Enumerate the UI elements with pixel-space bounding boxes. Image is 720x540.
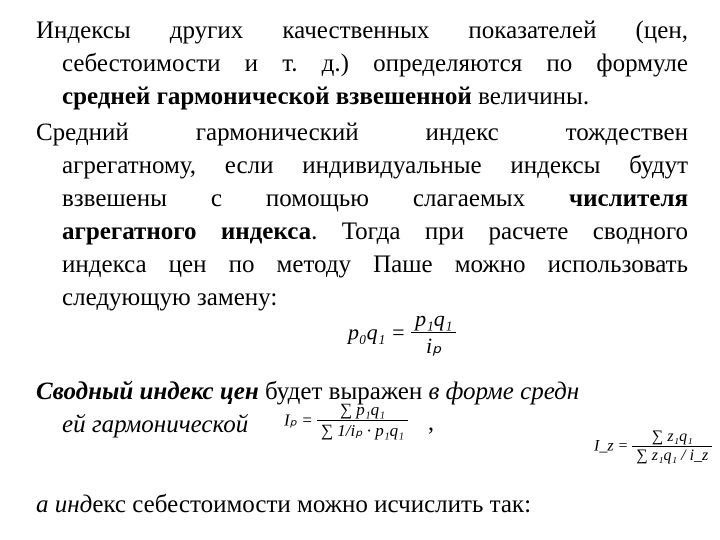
- formula2-lhs: Iₚ =: [284, 410, 313, 430]
- summary-price-index-term: Сводный индекс цен: [36, 378, 259, 405]
- para3-line2-italic: ей гармонической: [62, 411, 249, 438]
- numerator-term: числителя: [569, 185, 688, 212]
- formula-substitution: [348, 306, 456, 359]
- formula-price-index: [284, 400, 408, 441]
- para4-line1-italic: а инд: [36, 491, 93, 518]
- para4-line1-rest: екс себестоимости можно исчислить так:: [92, 491, 532, 518]
- aggregate-index-term: агрегатного индекса: [62, 218, 312, 245]
- paragraph-intro: [36, 14, 688, 113]
- paragraph-cost-index: [36, 488, 616, 521]
- para2-line3-text: взвешены с помощью слагаемых: [62, 185, 570, 212]
- para4-line1: [36, 488, 616, 521]
- para2-line4-rest: . Тогда при расчете сводного: [311, 218, 688, 245]
- para2-line1: Средний гармонический индекс тождествен: [36, 119, 688, 146]
- formula1-lhs: p₀q₁ =: [348, 319, 406, 345]
- para2-line4: [36, 215, 688, 248]
- formula2-denominator: ∑ 1/iₚ · p₁q₁: [317, 420, 408, 441]
- para1-line3: [36, 80, 688, 113]
- para3-line1-italic: в форме средн: [428, 378, 580, 405]
- para2-line2: агрегатному, если индивидуальные индексы будут: [62, 152, 688, 179]
- para3-line1-rest: будет выражен: [258, 378, 429, 405]
- formula3-numerator: ∑ z₁q₁: [651, 428, 693, 445]
- formula2-fraction: [317, 400, 408, 441]
- formula-cost-index: [594, 428, 712, 465]
- para1-line2: себестоимости и т. д.) определяются по формуле: [62, 50, 688, 77]
- harmonic-weighted-term: средней гармонической взвешенной: [62, 83, 472, 110]
- formula3-lhs: I_z =: [594, 437, 629, 455]
- para1-line1: Индексы других качественных показателей (цен,: [36, 17, 688, 44]
- formula3-fraction: [632, 428, 712, 465]
- formula1-fraction: [411, 306, 456, 359]
- para1-line3-rest: величины.: [471, 83, 590, 110]
- formula1-numerator: p₁q₁: [415, 306, 453, 331]
- formula2-numerator: ∑ p₁q₁: [339, 400, 386, 419]
- formula3-denominator: ∑ z₁q₁ / i_z: [632, 446, 712, 465]
- para3-comma: ,: [428, 410, 434, 436]
- paragraph-harmonic-index: [36, 116, 688, 314]
- para2-line3: [36, 182, 688, 215]
- para2-line6: следующую замену:: [62, 284, 278, 311]
- para2-line5: индекса цен по методу Паше можно использовать: [62, 251, 688, 278]
- formula1-denominator: iₚ: [411, 332, 456, 359]
